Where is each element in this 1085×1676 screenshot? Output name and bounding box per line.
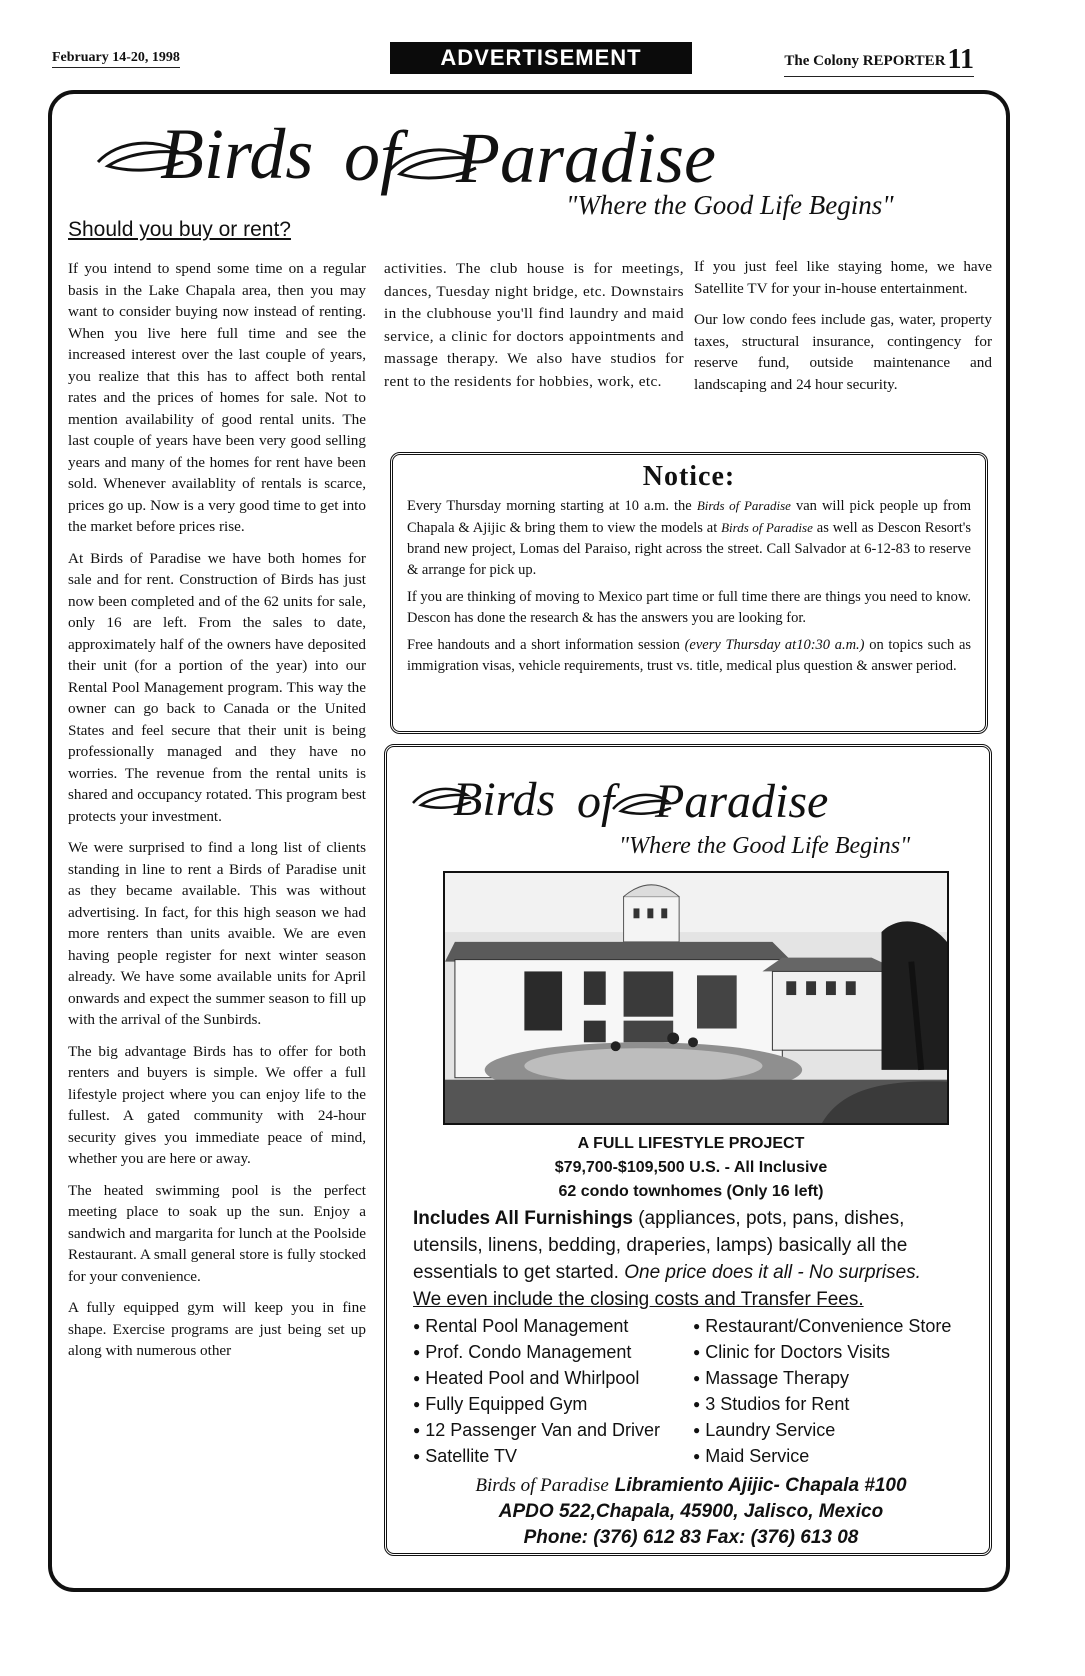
article-paragraph: The big advantage Birds has to offer for both renters and buyers is simple. We offer a full lifestyle project where you can enjoy life to the fullest. A gated community with 24-hour security gives you immediate peace of mind, whether you are here or away. (68, 1042, 366, 1167)
article-paragraph: If you intend to spend some time on a regular basis in the Lake Chapala area, then you may want to consider buying now instead of renting. When you live here full time and see the increased interest over the last couple of years, you realize that this has to affect both rental rates and the prices of homes for sale. Not to mention availability of good rental units. The last couple of years have been very good selling years and many of the homes for rent have been sold. Whenever availablity of rentals is scarce, prices go up. Now is a very good time to get into the market before prices rise. (68, 260, 366, 535)
address-line-1 (387, 1475, 995, 1497)
ad-units: 62 condo townhomes (Only 16 left) (558, 1183, 824, 1200)
notice-paragraph-3 (407, 635, 971, 677)
logo-small-text-1: Birds (453, 773, 556, 826)
notice-text: Every Thursday morning starting at 10 a.m. the (407, 498, 692, 514)
feature-item: ● Maid Service (693, 1443, 951, 1469)
feature-item: ● Clinic for Doctors Visits (693, 1339, 951, 1365)
resort-photo-art (445, 873, 947, 1123)
feature-item: ● Rental Pool Management (413, 1313, 660, 1339)
feature-list-right (693, 1313, 951, 1469)
issue-date: February 14-20, 1998 (52, 50, 180, 68)
ad-box (384, 744, 992, 1556)
notice-text: on topics such as immigration visas, vehicle requirements, trust vs. title, medical plus question & answer period. (407, 637, 972, 674)
brand-name-inline: Birds of Paradise (721, 520, 813, 535)
publication-name (784, 44, 974, 77)
address-street: Libramiento Ajijic- Chapala #100 (614, 1475, 907, 1496)
logo-small-text-3: Paradise (655, 775, 829, 828)
article-paragraph: We were surprised to find a long list of clients standing in line to rent a Birds of Paradise unit as they became available. This was without advertising. In fact, for this high season we had more renters than units avaible. We are even having people register for next winter season already. We have some available units for April onwards and expect the summer season to fill up with the arrival of the Sunbirds. (68, 839, 366, 1028)
resort-photo (443, 871, 949, 1125)
feature-item: ● Restaurant/Convenience Store (693, 1313, 951, 1339)
notice-text: Free handouts and a short information session (407, 637, 680, 653)
notice-paragraph-1 (407, 495, 971, 581)
closing-costs-note: We even include the closing costs and Transfer Fees. (413, 1289, 864, 1310)
ad-description (413, 1205, 973, 1313)
page-number: 11 (947, 44, 974, 75)
article-paragraph: If you just feel like staying home, we have Satellite TV for your in-house entertainment. (694, 258, 992, 297)
brand-logo-small (407, 761, 847, 841)
feature-item: ● Heated Pool and Whirlpool (413, 1365, 660, 1391)
phone-fax: Phone: (376) 612 83 Fax: (376) 613 08 (523, 1527, 859, 1548)
notice-paragraph-2: If you are thinking of moving to Mexico part time or full time there are things you need to know. Descon has done the research & has the answers you are looking for. (407, 589, 971, 626)
feature-item: ● Prof. Condo Management (413, 1339, 660, 1365)
notice-text: van will pick people up from Chapala & Ajijic & bring them to view the models at (407, 498, 972, 536)
tagline-small: "Where the Good Life Begins" (619, 833, 911, 859)
publication-title: The Colony REPORTER (784, 53, 946, 69)
article-column-2: activities. The club house is for meetings, dances, Tuesday night bridge, etc. Downstairs in the clubhouse you'll find laundry and maid service, a clinic for doctors appointments and massage therapy. We also have studios for rent to the residents for hobbies, work, etc. (384, 260, 684, 390)
brand-logo-small-art (407, 761, 847, 841)
notice-text: as well as Descon Resort's brand new project, Lomas del Paraiso, right across the street. Call Salvador at 6-12-83 to reserve & arrange for pick up. (407, 520, 972, 578)
article-paragraph: At Birds of Paradise we have both homes for sale and for rent. Construction of Birds has just now been completed and of the 62 units for sale, only 16 are left. From the sales to date, approximately half of the owners have deposited their unit (for a portion of the year) into our Rental Pool Management program. This way the owner can go back to Canada or the United States and feel secure that their unit is being professionally managed and they have no worries. The revenue from the rental units is shared and occupancy rotated. This program best protects your investment. (68, 549, 366, 825)
feature-item: ● Laundry Service (693, 1417, 951, 1443)
logo-small-text-2: of (577, 775, 615, 828)
furnishings-bold: Includes All Furnishings (413, 1208, 633, 1229)
logo-text-2: of (344, 116, 401, 196)
notice-title: Notice: (642, 461, 736, 492)
ad-price: $79,700-$109,500 U.S. - All Inclusive (554, 1159, 828, 1176)
notice-box (390, 452, 988, 734)
page-header (52, 40, 1030, 74)
brand-name-inline: Birds of Paradise (475, 1475, 609, 1496)
feature-item: ● Massage Therapy (693, 1365, 951, 1391)
article-paragraph: The heated swimming pool is the perfect meeting place to soak up the sun. Enjoy a sandwich and margarita for lunch at the Poolside Restaurant. A small general store is fully stocked for your convenience. (68, 1181, 366, 1285)
article-heading: Should you buy or rent? (68, 218, 291, 241)
feature-item: ● Fully Equipped Gym (413, 1391, 660, 1417)
ad-headline-1: A FULL LIFESTYLE PROJECT (577, 1135, 805, 1152)
article-paragraph: A fully equipped gym will keep you in fine shape. Exercise programs are just being set up along with numerous other (68, 1299, 366, 1359)
feature-item: ● Satellite TV (413, 1443, 660, 1469)
article-paragraph: Our low condo fees include gas, water, property taxes, structural insurance, contingency for reserve fund, outside maintenance and landscaping and 24 hour security. (694, 311, 992, 393)
feature-item: ● 12 Passenger Van and Driver (413, 1417, 660, 1443)
furnishings-text: (appliances, pots, pans, dishes, utensils, linens, bedding, draperies, lamps) basically all the essentials to get started. (413, 1208, 908, 1283)
section-banner: ADVERTISEMENT (390, 42, 692, 74)
article-column-3 (694, 256, 992, 405)
logo-text-3: Paradise (456, 118, 716, 198)
tagline: "Where the Good Life Begins" (566, 190, 894, 220)
article-column-1 (68, 258, 366, 1372)
logo-text-1: Birds (160, 114, 314, 194)
furnishings-italic: One price does it all - No surprises. (624, 1262, 921, 1283)
session-time: (every Thursday at10:30 a.m.) (684, 637, 865, 653)
brand-name-inline: Birds of Paradise (696, 498, 791, 513)
feature-item: ● 3 Studios for Rent (693, 1391, 951, 1417)
address-line-2: APDO 522,Chapala, 45900, Jalisco, Mexico (498, 1501, 884, 1522)
feature-list-left (413, 1313, 660, 1469)
